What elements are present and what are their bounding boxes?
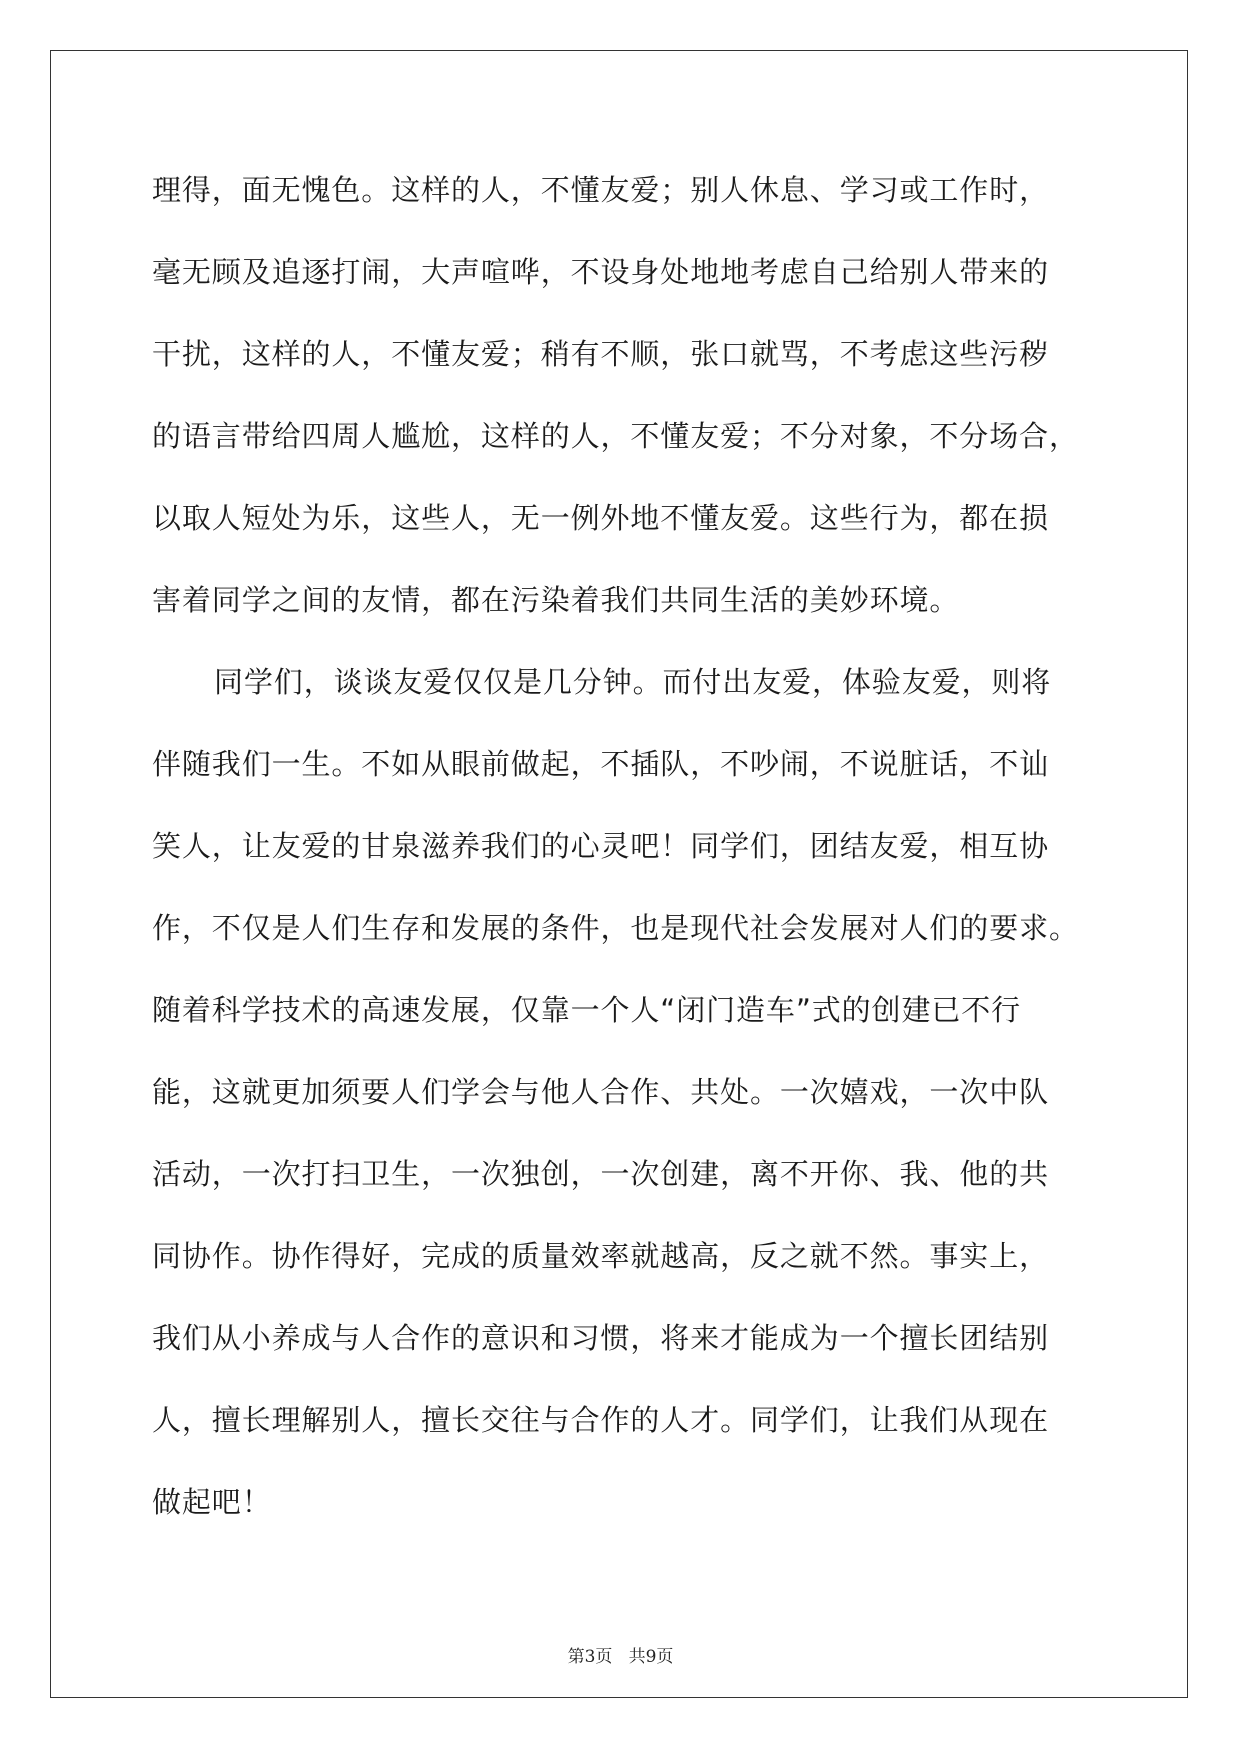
text-line: 活动，一次打扫卫生，一次独创，一次创建，离不开你、我、他的共 bbox=[152, 1157, 1050, 1191]
page-number-footer: 第3页 共9页 bbox=[567, 1647, 674, 1667]
text-line: 人，擅长理解别人，擅长交往与合作的人才。同学们，让我们从现在 bbox=[152, 1403, 1050, 1437]
text-line: 同协作。协作得好，完成的质量效率就越高，反之就不然。事实上， bbox=[152, 1239, 1050, 1273]
text-line: 笑人，让友爱的甘泉滋养我们的心灵吧！同学们，团结友爱，相互协 bbox=[152, 829, 1050, 863]
text-line: 的语言带给四周人尴尬，这样的人，不懂友爱；不分对象，不分场合， bbox=[152, 419, 1079, 453]
text-line: 毫无顾及追逐打闹，大声喧哗，不设身处地地考虑自己给别人带来的 bbox=[152, 255, 1050, 289]
text-line: 随着科学技术的高速发展，仅靠一个人“闭门造车”式的创建已不行 bbox=[152, 993, 1022, 1027]
text-line: 害着同学之间的友情，都在污染着我们共同生活的美妙环境。 bbox=[152, 583, 960, 617]
text-line: 能，这就更加须要人们学会与他人合作、共处。一次嬉戏，一次中队 bbox=[152, 1075, 1050, 1109]
text-line: 伴随我们一生。不如从眼前做起，不插队，不吵闹，不说脏话，不讪 bbox=[152, 747, 1050, 781]
text-line: 以取人短处为乐，这些人，无一例外地不懂友爱。这些行为，都在损 bbox=[152, 501, 1050, 535]
text-line: 干扰，这样的人，不懂友爱；稍有不顺，张口就骂，不考虑这些污秽 bbox=[152, 337, 1050, 371]
text-line: 我们从小养成与人合作的意识和习惯，将来才能成为一个擅长团结别 bbox=[152, 1321, 1050, 1355]
text-line: 做起吧！ bbox=[152, 1485, 272, 1519]
paragraph-start-line: 同学们，谈谈友爱仅仅是几分钟。而付出友爱，体验友爱，则将 bbox=[214, 665, 1052, 699]
document-body bbox=[152, 160, 1112, 1554]
text-line: 理得，面无愧色。这样的人，不懂友爱；别人休息、学习或工作时， bbox=[152, 173, 1050, 207]
text-line: 作，不仅是人们生存和发展的条件，也是现代社会发展对人们的要求。 bbox=[152, 911, 1079, 945]
